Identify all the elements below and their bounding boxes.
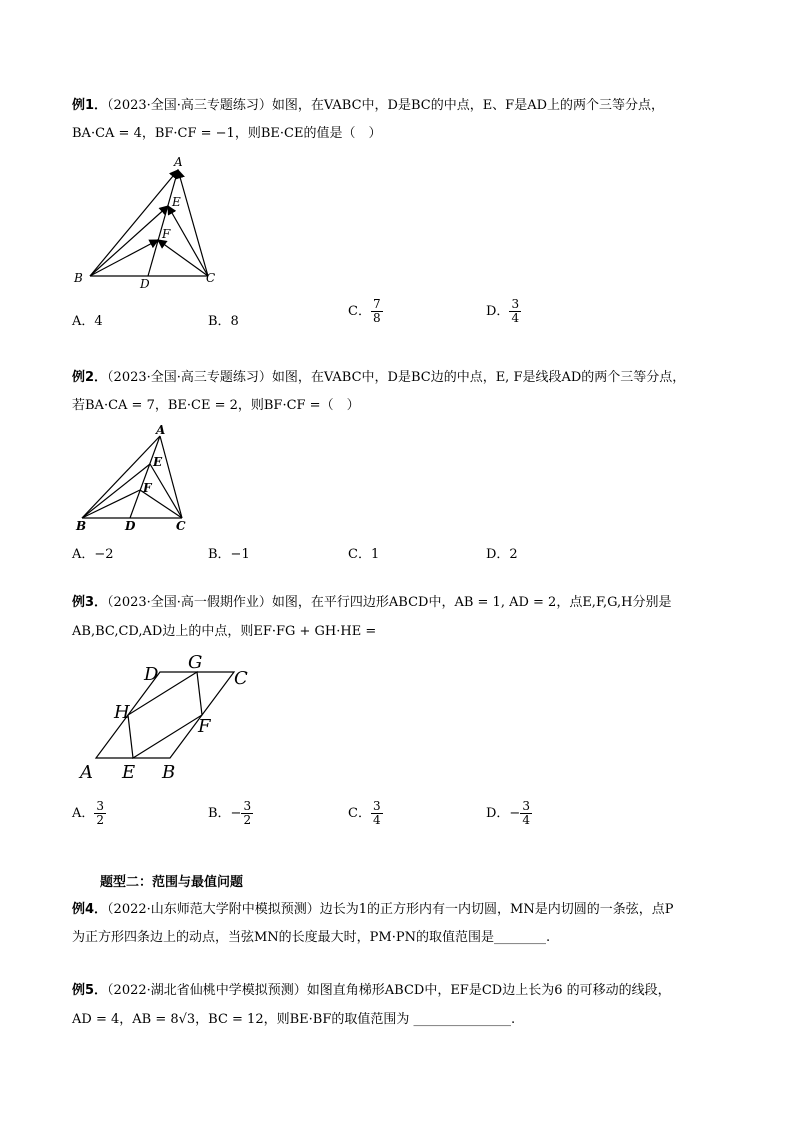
ex4-line2: 为正方形四条边上的动点，当弦MN的长度最大时，PM·PN的取值范围是________. xyxy=(72,930,551,945)
ex3-label-f: F xyxy=(198,716,211,737)
ex3-figure xyxy=(76,650,266,785)
ex1-vec-cf xyxy=(158,240,208,276)
ex1-vec-ca xyxy=(178,170,208,276)
ex3-option-d[interactable]: D．− $\frac{3}{4}$ xyxy=(486,799,530,827)
ex3-label-h: H xyxy=(114,702,130,723)
ex2-label-f: F xyxy=(143,481,152,495)
ex4-label: 例4． xyxy=(72,902,108,917)
ex1-option-a[interactable]: A．4 xyxy=(72,314,103,329)
ex1-figure xyxy=(70,150,230,290)
ex2-line2: 若BA·CA = 7，BE·CE = 2，则BF·CF =（ ） xyxy=(72,398,360,413)
ex1-option-b[interactable]: B．8 xyxy=(208,314,239,329)
ex1-option-d[interactable]: D． $\frac{3}{4}$ xyxy=(486,297,520,325)
ex3-option-b[interactable]: B．− $\frac{3}{2}$ xyxy=(208,799,252,827)
ex3-line1: 例3．（2023·全国·高一假期作业）如图，在平行四边形ABCD中，AB = 1, AD = 2，点E,F,G,H分别是 xyxy=(72,595,672,610)
ex3-label-d: D xyxy=(144,664,159,685)
ex5-line1: 例5．（2022·湖北省仙桃中学模拟预测）如图直角梯形ABCD中，EF是CD边上长为6 的可移动的线段， xyxy=(72,983,671,998)
ex1-label-a: A xyxy=(174,155,183,169)
ex2-option-b[interactable]: B．−1 xyxy=(208,547,250,562)
ex1-line1: 例1．（2023·全国·高三专题练习）如图，在VABC中，D是BC的中点，E、F是AD上的两个三等分点， xyxy=(72,98,665,113)
ex2-label-a: A xyxy=(156,423,166,437)
ex5-line2: AD = 4，AB = 8√3，BC = 12，则BE·BF的取值范围为 _______________. xyxy=(72,1012,516,1027)
ex2-option-d[interactable]: D．2 xyxy=(486,547,518,562)
ex3-label-b: B xyxy=(162,762,176,783)
section-title: 题型二：范围与最值问题 xyxy=(100,875,244,890)
ex1-option-d-fraction: $\frac{3}{4}$ xyxy=(511,297,520,325)
ex2-label-e: E xyxy=(153,455,163,469)
ex3-label-g: G xyxy=(188,652,203,673)
ex2-label-d: D xyxy=(125,519,136,533)
ex3-label-c: C xyxy=(234,668,248,689)
ex2-figure xyxy=(70,423,200,536)
ex1-vec-ba xyxy=(90,170,178,276)
ex3-line2: AB,BC,CD,AD边上的中点，则EF·FG + GH·HE = xyxy=(72,624,377,639)
ex3-label-e: E xyxy=(122,762,136,783)
ex2-option-a[interactable]: A．−2 xyxy=(72,547,114,562)
ex3-option-b-fraction: $\frac{3}{2}$ xyxy=(243,799,252,827)
ex3-option-d-fraction: $\frac{3}{4}$ xyxy=(522,799,530,827)
ex2-line1: 例2．（2023·全国·高三专题练习）如图，在VABC中，D是BC边的中点，E, F是线段AD的两个三等分点， xyxy=(72,370,686,385)
ex1-label-c: C xyxy=(206,271,216,285)
ex1-line2: BA·CA = 4，BF·CF = −1，则BE·CE的值是（ ） xyxy=(72,126,382,141)
ex3-midpoint-quad xyxy=(128,672,202,758)
ex2-option-c[interactable]: C．1 xyxy=(348,547,380,562)
ex1-label-f: F xyxy=(162,227,171,241)
ex1-vec-ce xyxy=(168,206,208,276)
ex2-side-ba xyxy=(82,436,160,518)
ex5-label: 例5． xyxy=(72,983,108,998)
ex2-seg-ce xyxy=(150,464,182,518)
ex1-median-ad xyxy=(148,170,178,276)
ex1-label-b: B xyxy=(74,271,83,285)
ex3-option-c[interactable]: C． $\frac{3}{4}$ xyxy=(348,799,381,827)
ex3-label-a: A xyxy=(80,762,93,783)
ex1-option-c-fraction: $\frac{7}{8}$ xyxy=(372,297,381,325)
ex2-label-b: B xyxy=(76,519,87,533)
ex3-label: 例3． xyxy=(72,595,108,610)
ex1-label-d: D xyxy=(140,277,150,291)
ex3-option-c-fraction: $\frac{3}{4}$ xyxy=(372,799,381,827)
ex1-option-c[interactable]: C． $\frac{7}{8}$ xyxy=(348,297,381,325)
ex1-label: 例1． xyxy=(72,98,108,113)
ex4-line1: 例4．（2022·山东师范大学附中模拟预测）边长为1的正方形内有一内切圆，MN是内切圆的一条弦，点P xyxy=(72,902,674,917)
ex3-option-a-fraction: $\frac{3}{2}$ xyxy=(96,799,105,827)
ex3-option-a[interactable]: A． $\frac{3}{2}$ xyxy=(72,799,105,827)
ex2-label: 例2． xyxy=(72,370,108,385)
ex1-label-e: E xyxy=(172,195,181,209)
ex2-label-c: C xyxy=(176,519,186,533)
